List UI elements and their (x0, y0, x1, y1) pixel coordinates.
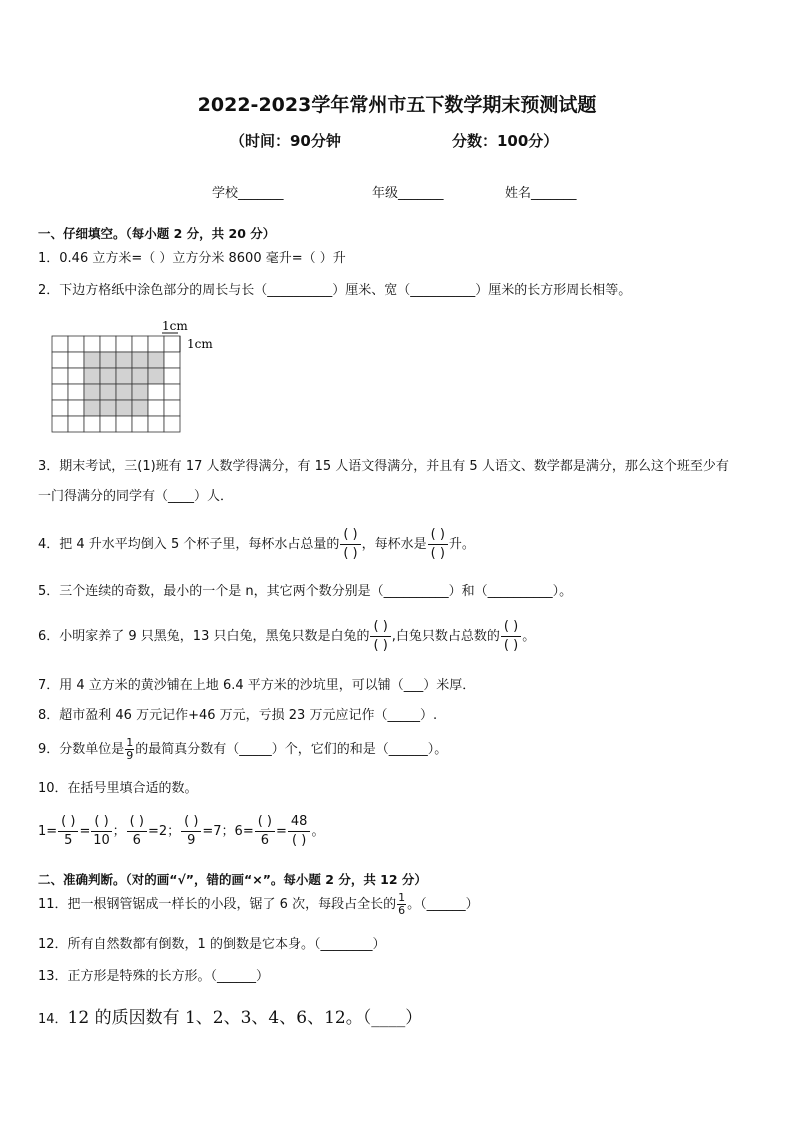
grid-cell-shaded (148, 368, 164, 384)
expr-text: = (79, 824, 91, 839)
grid-cell (148, 400, 164, 416)
grid-cell-shaded (132, 400, 148, 416)
grid-cell (68, 400, 84, 416)
numerator-blank[interactable]: ( ) (255, 813, 275, 832)
grid-cell (148, 336, 164, 352)
grid-figure (50, 318, 230, 436)
denominator-blank[interactable]: ( ) (343, 546, 358, 561)
grid-cell (164, 416, 180, 432)
fraction-blank (58, 813, 78, 850)
question-4-text-c: 升。 (448, 537, 475, 552)
grid-cell-shaded (100, 400, 116, 416)
expr-text: = (276, 824, 287, 839)
question-12: 12．所有自然数都有倒数，1 的倒数是它本身。（________） (38, 937, 386, 952)
question-6-text-b: ,白兔只数占总数的 (391, 629, 500, 644)
grid-cell (52, 352, 68, 368)
grid-cell (68, 368, 84, 384)
expr-text: =7；6= (202, 824, 254, 839)
fraction-blank (127, 813, 147, 850)
denominator: 10 (93, 833, 110, 848)
fraction-blank (181, 813, 201, 850)
exam-score: 分数：100分） (452, 132, 559, 150)
expr-text: 。 (311, 824, 325, 839)
grid-cell-shaded (100, 352, 116, 368)
grid-cell (164, 384, 180, 400)
expr-text: ； (112, 824, 126, 839)
grid-cell (132, 416, 148, 432)
grid-cell-shaded (100, 384, 116, 400)
grid-cell (84, 336, 100, 352)
numerator-blank[interactable]: ( ) (91, 813, 111, 832)
fraction-one-sixth (397, 892, 406, 917)
grid-cell (132, 336, 148, 352)
numerator-blank[interactable]: ( ) (340, 526, 360, 545)
grid-cell (116, 416, 132, 432)
question-9-text-b: 的最简真分数有（_____）个，它们的和是（______）。 (135, 742, 448, 757)
grid-cell (164, 368, 180, 384)
question-6-text-c: 。 (522, 629, 536, 644)
fraction-blank (255, 813, 275, 850)
denominator-blank[interactable]: ( ) (373, 638, 388, 653)
denominator: 6 (132, 833, 141, 848)
grid-label-right: 1cm (187, 337, 213, 351)
school-field[interactable]: 学校_______ (212, 186, 284, 201)
question-5: 5．三个连续的奇数，最小的一个是 n，其它两个数分别是（__________）和（__________）。 (38, 584, 573, 599)
fraction-one-ninth (125, 737, 134, 762)
denominator: 6 (398, 904, 406, 917)
grid-cell (52, 384, 68, 400)
question-8: 8．超市盈利 46 万元记作+46 万元，亏损 23 万元应记作（_____）. (38, 708, 438, 723)
grid-cell-shaded (116, 352, 132, 368)
grid-cell (68, 352, 84, 368)
question-4-text-b: ，每杯水是 (361, 537, 427, 552)
question-13: 13．正方形是特殊的长方形。（______） (38, 969, 270, 984)
grid-cell-shaded (132, 352, 148, 368)
grid-cell (100, 416, 116, 432)
question-3-line-2: 一门得满分的同学有（____）人． (38, 489, 234, 504)
grid-cell (84, 416, 100, 432)
grid-cell (68, 336, 84, 352)
grid-cell (52, 368, 68, 384)
question-4 (38, 526, 475, 563)
exam-time: （时间：90分钟 (230, 132, 341, 150)
question-9-text-a: 9．分数单位是 (38, 742, 125, 757)
name-field[interactable]: 姓名_______ (505, 186, 577, 201)
expr-text: =2； (147, 824, 181, 839)
question-1: 1．0.46 立方米=（ ）立方分米 8600 毫升=（ ）升 (38, 251, 346, 266)
question-10: 10．在括号里填合适的数。 (38, 781, 198, 796)
question-11-text-a: 11．把一根钢管锯成一样长的小段，锯了 6 次，每段占全长的 (38, 897, 397, 912)
page-title: 2022-2023学年常州市五下数学期末预测试题 (197, 94, 597, 116)
denominator: 9 (126, 749, 134, 762)
question-6 (38, 618, 535, 655)
fraction-blank (501, 618, 521, 655)
fraction-blank (428, 526, 448, 563)
grid-cell (52, 336, 68, 352)
numerator-blank[interactable]: ( ) (181, 813, 201, 832)
square-grid (50, 318, 230, 436)
question-4-text-a: 4．把 4 升水平均倒入 5 个杯子里，每杯水占总量的 (38, 537, 340, 552)
section-2-heading: 二、准确判断。（对的画“√”，错的画“×”。每小题 2 分，共 12 分） (38, 872, 427, 887)
grid-cell (68, 416, 84, 432)
grid-cell-shaded (84, 400, 100, 416)
grid-cell-shaded (84, 368, 100, 384)
question-11-text-b: 。（______） (407, 897, 479, 912)
grid-cell-shaded (84, 352, 100, 368)
grid-cell (52, 416, 68, 432)
expr-text: 1= (38, 824, 58, 839)
question-14-text: 12 的质因数有 1、2、3、4、6、12。（____） (67, 1008, 423, 1028)
question-2: 2．下边方格纸中涂色部分的周长与长（__________）厘米、宽（__________）厘米的长方形周长相等。 (38, 283, 632, 298)
question-3-line-1: 3．期末考试，三(1)班有 17 人数学得满分，有 15 人语文得满分，并且有 5 人语文、数学都是满分，那么这个班至少有 (38, 459, 729, 474)
grid-cell-shaded (148, 352, 164, 368)
grid-cell (164, 336, 180, 352)
question-14 (38, 1003, 422, 1029)
grid-cell (164, 352, 180, 368)
denominator-blank[interactable]: ( ) (430, 546, 445, 561)
denominator: 6 (260, 833, 269, 848)
denominator: 9 (187, 833, 196, 848)
grid-cell-shaded (100, 368, 116, 384)
grid-cell (148, 416, 164, 432)
grid-cell-shaded (116, 368, 132, 384)
question-6-text-a: 6．小明家养了 9 只黑兔，13 只白兔，黑兔只数是白兔的 (38, 629, 370, 644)
denominator: 5 (64, 833, 73, 848)
numerator-blank[interactable]: ( ) (370, 618, 390, 637)
denominator-blank[interactable]: ( ) (503, 638, 519, 653)
fraction-blank (91, 813, 111, 850)
numerator-blank[interactable]: ( ) (58, 813, 78, 832)
numerator: 48 (288, 813, 311, 832)
grid-cell-shaded (116, 400, 132, 416)
grid-cell-shaded (116, 384, 132, 400)
grid-cell (52, 400, 68, 416)
numerator-blank[interactable]: ( ) (428, 526, 448, 545)
grid-cell-shaded (132, 384, 148, 400)
grid-cell-shaded (84, 384, 100, 400)
section-1-heading: 一、仔细填空。（每小题 2 分，共 20 分） (38, 226, 276, 241)
question-7: 7．用 4 立方米的黄沙铺在上地 6.4 平方米的沙坑里，可以铺（___）米厚． (38, 678, 476, 693)
question-11 (38, 892, 479, 917)
question-10-expression (38, 813, 324, 850)
grid-cell (116, 336, 132, 352)
numerator: 1 (398, 891, 406, 904)
grid-cell (100, 336, 116, 352)
numerator-blank[interactable]: ( ) (127, 813, 147, 832)
grid-cell (68, 384, 84, 400)
grid-label-top: 1cm (162, 319, 188, 333)
grid-cell (148, 384, 164, 400)
denominator-blank[interactable]: ( ) (292, 833, 307, 848)
numerator-blank[interactable]: ( ) (501, 618, 521, 637)
fraction-48 (288, 813, 311, 850)
fraction-blank (340, 526, 360, 563)
grid-cell-shaded (132, 368, 148, 384)
question-14-number: 14． (38, 1012, 68, 1027)
grid-cell (164, 400, 180, 416)
fraction-blank (370, 618, 390, 655)
question-9 (38, 737, 447, 762)
numerator: 1 (126, 736, 134, 749)
grade-field[interactable]: 年级_______ (372, 186, 444, 201)
